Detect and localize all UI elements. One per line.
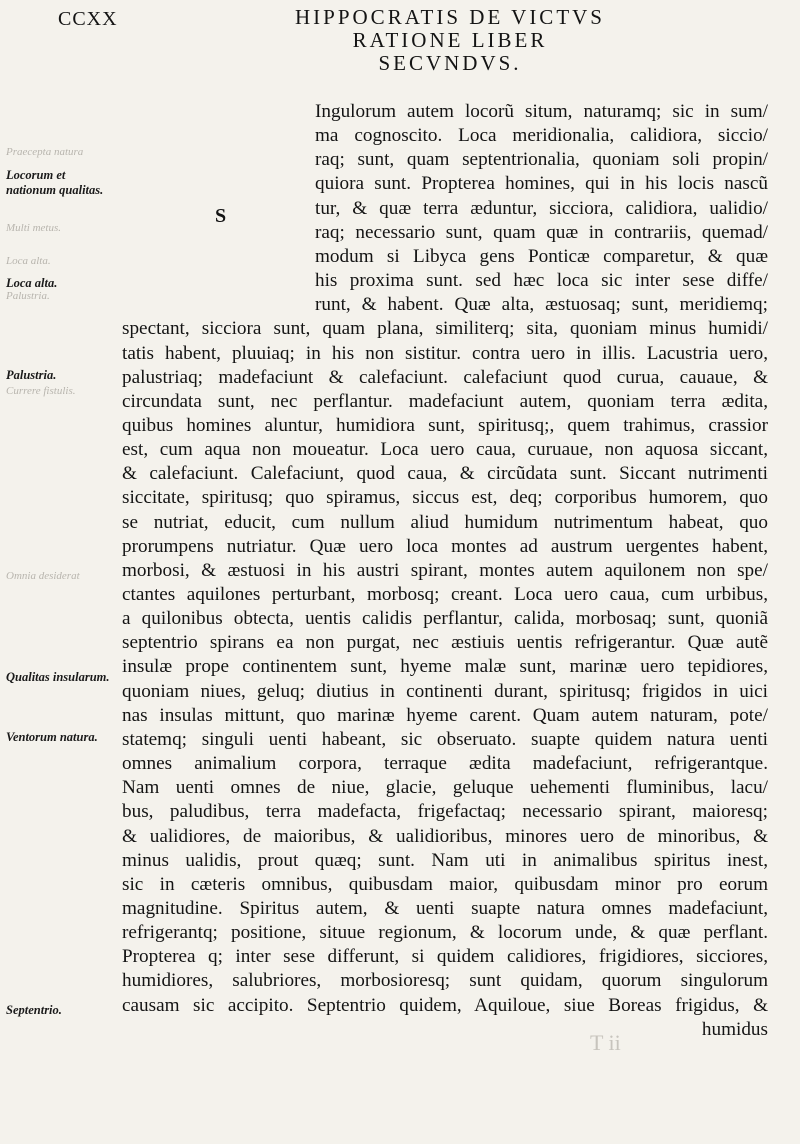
title-line: SECVNDVS. (378, 51, 522, 75)
margin-note: Palustria. (6, 368, 57, 382)
text-line: quibus homines aluntur, humidiora sunt, spiritusq;, quem trahimus, crassior (122, 414, 768, 436)
text-line: sic in cæteris omnibus, quibusdam maior, quibusdam minor pro eorum (122, 873, 768, 895)
margin-note: Septentrio. (6, 1003, 62, 1017)
text-line: tur, & quæ terra æduntur, sicciora, calidiora, ualidio/ (315, 197, 768, 219)
text-line: his proxima sunt. sed hæc loca sic inter sese diffe/ (315, 270, 768, 292)
margin-note: Loca alta. (6, 276, 58, 290)
text-line: modum si Libyca gens Ponticæ comparetur, & quæ (315, 245, 768, 267)
margin-note: Locorum et nationum qualitas. (6, 168, 104, 197)
text-line: quoniam niues, geluq; diutius in continenti durant, spiritusq; frigidos in uici (122, 680, 768, 702)
text-line: siccitate, spiritusq; quo spiramus, siccus est, deq; corporibus humorem, quo (122, 487, 768, 509)
text-line: Nam uenti omnes de niue, glacie, geluque uehementi fluminibus, lacu/ (122, 777, 768, 799)
drop-capital: S (215, 205, 227, 227)
text-line: quiora sunt. Propterea homines, qui in his locis nascũ (315, 173, 768, 195)
text-line: statemq; singuli uenti habeant, sic obseruato. suapte quidem natura uenti (122, 728, 768, 750)
margin-note: Qualitas insularum. (6, 670, 110, 684)
text-line: magnitudine. Spiritus autem, & uenti suapte natura omnes madefaciunt, (122, 897, 768, 919)
text-line: & calefaciunt. Calefaciunt, quod caua, & circũdata sunt. Siccant nutrimenti (122, 463, 768, 485)
title-line: RATIONE LIBER (352, 28, 548, 52)
text-line: ctantes aquilones perturbant, morbosq; creant. Loca uero caua, cum urbibus, (122, 584, 768, 605)
text-line: minus ualidis, prout quæq; sunt. Nam uti in animalibus spiritus inest, (122, 849, 768, 871)
text-line: est, cum aqua non moueatur. Loca uero caua, curuaue, non aquosa siccant, (122, 439, 768, 461)
text-line: omnes animalium corpora, terraque ædita madefaciunt, refrigerantque. (122, 753, 768, 775)
bleed-through-note: Currere fistulis. (6, 385, 76, 397)
signature-mark: T ii (590, 1030, 621, 1055)
page-title (220, 6, 680, 75)
folio-number: CCXX (58, 8, 118, 30)
text-line: ma cognoscito. Loca meridionalia, calidiora, siccio/ (315, 125, 768, 147)
text-line: Ingulorum autem locorũ situm, naturamq; sic in sum/ (315, 101, 768, 122)
bleed-through-note: Loca alta. (6, 255, 51, 267)
margin-note: Ventorum natura. (6, 730, 98, 744)
bleed-through-note: Multi metus. (6, 222, 61, 234)
text-line: humidiores, salubriores, morbosioresq; sunt quidam, quorum singulorum (122, 970, 768, 992)
text-line: septentrio spirans ea non purgat, nec æstiuis uentis refrigerantur. Quæ autẽ (122, 632, 768, 654)
text-line: spectant, sicciora sunt, quam plana, similiterq; sita, quoniam minus humidi/ (122, 318, 768, 340)
text-line: refrigerantq; positione, situue regionum, & locorum unde, & quæ perflant. (122, 922, 768, 944)
text-line: se nutriat, educit, cum nullum aliud humidum nutrimentum habeat, quo (122, 511, 768, 533)
text-line: palustriaq; madefaciunt & calefaciunt. calefaciunt quod curua, cauaue, & (122, 366, 768, 388)
bleed-through-note: Omnia desiderat (6, 570, 80, 582)
text-line: humidus (701, 1018, 768, 1040)
text-line: insulæ prope continentem sunt, hyeme malæ sunt, marinæ uero tepidiores, (122, 656, 768, 678)
text-line: runt, & habent. Quæ alta, æstuosaq; sunt, meridiemq; (315, 294, 768, 316)
text-line: nas insulas mittunt, quo marinæ hyeme carent. Quam autem naturam, pote/ (122, 704, 768, 726)
text-line: bus, paludibus, terra madefacta, frigefactaq; necessario spirant, maioresq; (122, 801, 768, 823)
text-line: morbosi, & æstuosi in his austri spirant, montes autem aquilonem non spe/ (122, 559, 768, 581)
text-line: Propterea q; inter sese differunt, si quidem calidiores, frigidiores, sicciores, (122, 946, 768, 968)
text-line: tatis habent, pluuiaq; in his non sistitur. contra uero in illis. Lacustria uero, (122, 342, 768, 364)
text-line: circundata sunt, nec perflantur. madefaciunt autem, quoniam terra ædita, (122, 390, 768, 412)
text-line: raq; sunt, quam septentrionalia, quoniam soli propin/ (315, 149, 768, 171)
bleed-through-note: Praecepta natura (6, 146, 84, 158)
text-line: causam sic accipito. Septentrio quidem, Aquiloue, siue Boreas frigidus, & (122, 994, 768, 1016)
text-line: raq; necessario sunt, quam quæ in contrariis, quemad/ (315, 221, 768, 243)
title-line: HIPPOCRATIS DE VICTVS (295, 5, 605, 29)
text-line: prorumpens nutriatur. Quæ uero loca montes ad austrum uergentes habent, (122, 535, 768, 557)
text-line: a quilonibus obtecta, uentis calidis perflantur, calida, morbosaq; sunt, quoniã (122, 608, 768, 630)
bleed-through-note: Palustria. (6, 290, 50, 302)
text-line: & ualidiores, de maioribus, & ualidioribus, minores uero de minoribus, & (122, 825, 768, 847)
